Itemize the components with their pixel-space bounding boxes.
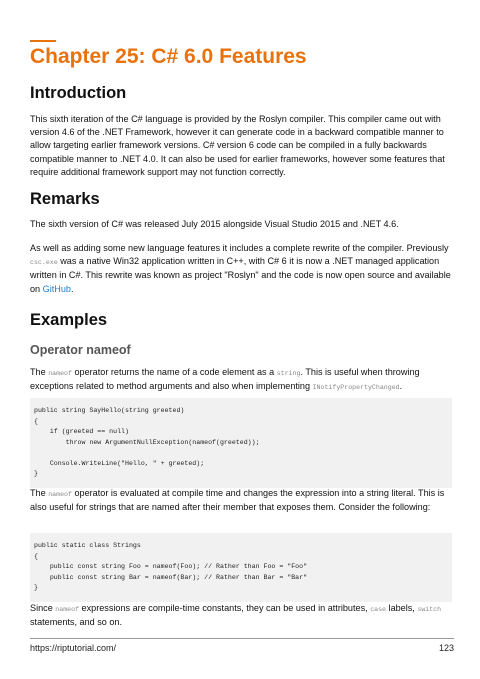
code-line: if (greeted == null) bbox=[34, 428, 129, 435]
examples-heading: Examples bbox=[30, 311, 108, 329]
code-line: public static class Strings bbox=[34, 542, 141, 549]
body-text: Since bbox=[30, 603, 56, 613]
code-line: } bbox=[34, 470, 38, 477]
introduction-paragraph: This sixth iteration of the C# language is provided by the Roslyn compiler. This compiler came out with version 4.6 of the .NET Framework, however it can generate code in a backward compatible manner to allow targeting earlier framework versions. C# version 6 code can be compiled in a fully backwards compatible manner to .NET 4.0. It can also be used for earlier frameworks, however some features that require additional framework support may not function correctly. bbox=[30, 114, 445, 177]
code-line: throw new ArgumentNullException(nameof(greeted)); bbox=[34, 438, 260, 446]
code-line bbox=[34, 448, 448, 459]
nameof-paragraph-1 bbox=[30, 366, 454, 394]
code-line: { bbox=[34, 417, 38, 425]
inline-code-nameof: nameof bbox=[48, 491, 72, 498]
body-text: labels, bbox=[386, 603, 418, 613]
code-line: public string SayHello(string greeted) bbox=[34, 407, 185, 414]
nameof-paragraph-3 bbox=[30, 602, 454, 629]
code-block-sayhello bbox=[30, 398, 452, 488]
code-line: Console.WriteLine("Hello, " + greeted); bbox=[34, 459, 205, 467]
inline-code-nameof: nameof bbox=[55, 606, 80, 613]
document-page bbox=[30, 0, 452, 679]
inline-code-csc: csc.exe bbox=[30, 259, 58, 267]
chapter-title: Chapter 25: C# 6.0 Features bbox=[30, 45, 307, 68]
page-number: 123 bbox=[438, 643, 454, 653]
body-text: operator is evaluated at compile time and changes the expression into a string literal. This is also useful for strings that are named after their member that exposes them. Consider the following: bbox=[30, 488, 445, 513]
body-text: . bbox=[399, 381, 403, 392]
remarks-text: As well as adding some new language features it includes a complete rewrite of the compiler. Previously bbox=[30, 243, 449, 253]
code-line: public const string Foo = nameof(Foo); // Rather than Foo = "Foo" bbox=[34, 563, 308, 570]
inline-code-switch: switch bbox=[417, 606, 442, 613]
inline-code-string: string bbox=[276, 370, 301, 377]
remarks-heading: Remarks bbox=[30, 190, 100, 208]
remarks-text: . bbox=[70, 283, 74, 294]
introduction-heading: Introduction bbox=[30, 84, 127, 102]
code-line: } bbox=[34, 584, 38, 591]
footer-url: https://riptutorial.com/ bbox=[30, 643, 117, 653]
body-text: expressions are compile-time constants, they can be used in attributes, bbox=[79, 603, 371, 613]
github-link[interactable]: GitHub bbox=[42, 283, 71, 294]
inline-code-case: case bbox=[370, 606, 387, 613]
body-text: . This is useful when throwing exceptions related to method arguments and also when implementing bbox=[30, 367, 420, 392]
code-line: public const string Bar = nameof(Bar); // Rather than Bar = "Bar" bbox=[34, 573, 308, 581]
nameof-paragraph-2 bbox=[30, 487, 454, 514]
inline-code-inotify: INotifyPropertyChanged bbox=[312, 384, 400, 392]
remarks-paragraph-1: The sixth version of C# was released July 2015 alongside Visual Studio 2015 and .NET 4.6. bbox=[30, 219, 399, 229]
footer-divider bbox=[30, 638, 454, 639]
body-text: The bbox=[30, 367, 49, 377]
code-line: { bbox=[34, 552, 38, 560]
body-text: statements, and so on. bbox=[30, 617, 123, 628]
body-text: operator returns the name of a code element as a bbox=[71, 367, 277, 377]
body-text: The bbox=[30, 488, 49, 498]
chapter-accent-rule bbox=[30, 40, 56, 42]
code-block-strings bbox=[30, 533, 452, 602]
operator-nameof-heading: Operator nameof bbox=[30, 343, 131, 357]
remarks-text: was a native Win32 application written in C++, with C# 6 it is now a .NET managed application written in C#. This rewrite was known as project "Roslyn" and the code is now open source and available on bbox=[30, 256, 451, 294]
inline-code-nameof: nameof bbox=[48, 370, 72, 377]
remarks-paragraph-2 bbox=[30, 242, 454, 296]
